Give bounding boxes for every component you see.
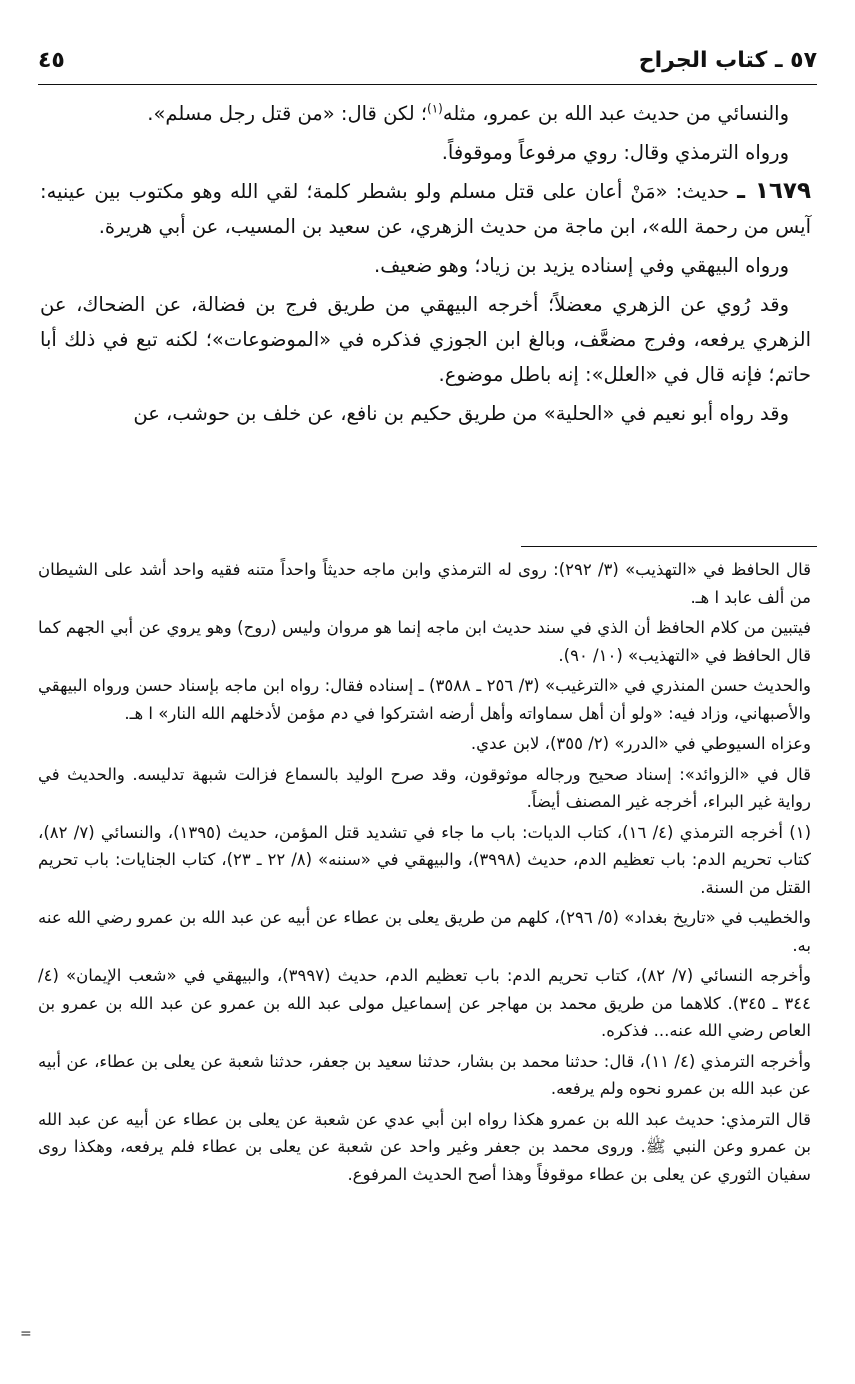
footnote-separator xyxy=(521,546,817,547)
footnote-paragraph: وأخرجه النسائي (٧/ ٨٢)، كتاب تحريم الدم: باب تعظيم الدم، حديث (٣٩٩٧)، والبيهقي في «شعب الإيمان» (٤/ ٣٤٤ ـ ٣٤٥). كلاهما من طريق محمد بن مهاجر عن إسماعيل مولى عبد الله بن عمرو عن عبد الله بن عمرو بن العاص رضي الله عنه... فذكره. xyxy=(38,966,811,1040)
footnote-paragraph: والخطيب في «تاريخ بغداد» (٥/ ٢٩٦)، كلهم من طريق يعلى بن عطاء عن أبيه عن عبد الله بن عمرو رضي الله عنه به. xyxy=(38,908,811,955)
paragraph xyxy=(40,96,811,131)
footnote-reference: (١) xyxy=(427,101,443,116)
footnote-1: (١) أخرجه الترمذي (٤/ ١٦)، كتاب الديات: باب ما جاء في تشديد قتل المؤمن، حديث (١٣٩٥)، والنسائي (٧/ ٨٢)، كتاب تحريم الدم: باب تعظيم الدم، حديث (٣٩٩٨)، والبيهقي في «سننه» (٨/ ٢٢ ـ ٢٣)، كتاب الجنايات: باب تحريم القتل من السنة. xyxy=(38,822,812,897)
footnote-paragraph: وأخرجه الترمذي (٤/ ١١)، قال: حدثنا محمد بن بشار، حدثنا سعيد بن جعفر، حدثنا شعبة عن يعلى بن عطاء، عن أبيه عن عبد الله بن عمرو نحوه ولم يرفعه. xyxy=(38,1051,812,1098)
hadith-number: ١٦٧٩ ـ xyxy=(737,178,811,204)
footnote-paragraph: فيتبين من كلام الحافظ أن الذي في سند حديث ابن ماجه إنما هو مروان وليس (روح) وهو يروي عن أبي الجهم كما قال الحافظ في «التهذيب» (١٠/ ٩٠). xyxy=(38,618,811,665)
footnote-paragraph: والحديث حسن المنذري في «الترغيب» (٣/ ٢٥٦ ـ ٣٥٨٨) ـ إسناده فقال: رواه ابن ماجه بإسناد حسن ورواه البيهقي والأصبهاني، وزاد فيه: «ولو أن أهل سماواته وأهل أرضه اشتركوا في دم مؤمن لأدخلهم الله النار» ا هـ. xyxy=(38,676,811,723)
main-text xyxy=(40,96,811,435)
paragraph: وقد رواه أبو نعيم في «الحلية» من طريق حكيم بن نافع، عن خلف بن حوشب، عن xyxy=(133,402,789,425)
hadith-text: حديث: «مَنْ أعان على قتل مسلم ولو بشطر كلمة؛ لقي الله وهو مكتوب بين عينيه: آيس من رحمة الله»، ابن ماجة من حديث الزهري، عن سعيد بن المسيب، عن أبي هريرة. xyxy=(40,180,811,238)
paragraph-text: والنسائي من حديث عبد الله بن عمرو، مثله xyxy=(442,102,789,125)
chapter-title: ٥٧ ـ كتاب الجراح xyxy=(638,48,817,73)
footnote-paragraph: قال الترمذي: حديث عبد الله بن عمرو هكذا رواه ابن أبي عدي عن شعبة عن يعلى بن عطاء عن أبيه عن عبد الله بن عمرو وعن النبي ﷺ. وروى محمد بن جعفر وغير واحد عن شعبة عن يعلى بن عطاء فلم يرفعه، وهكذا روى سفيان الثوري عن يعلى بن عطاء موقوفاً وهذا أصح الحديث المرفوع. xyxy=(38,1109,811,1184)
footnote-paragraph: قال الحافظ في «التهذيب» (٣/ ٢٩٢): روى له الترمذي وابن ماجه حديثاً واحداً متنه فقيه واحد أشد على الشيطان من ألف عابد ا هـ. xyxy=(38,560,811,607)
footnote-paragraph: وعزاه السيوطي في «الدرر» (٢/ ٣٥٥)، لابن عدي. xyxy=(470,734,811,753)
paragraph: ورواه البيهقي وفي إسناده يزيد بن زياد؛ وهو ضعيف. xyxy=(374,254,789,277)
paragraph-text: ؛ لكن قال: «من قتل رجل مسلم». xyxy=(147,102,428,125)
margin-mark: = xyxy=(20,1326,32,1342)
footnote-paragraph: قال في «الزوائد»: إسناد صحيح ورجاله موثوقون، وقد صرح الوليد بالسماع فزالت شبهة تدليسه. والحديث في رواية غير البراء، أخرجه غير المصنف أيضاً. xyxy=(38,764,811,811)
footnotes xyxy=(38,556,811,1191)
paragraph: وقد رُوي عن الزهري معضلاً؛ أخرجه البيهقي من طريق فرج بن فضالة، عن الضحاك، عن الزهري يرفعه، وفرج مضعَّف، وبالغ ابن الجوزي فذكره في «الموضوعات»؛ لكنه تبع في ذلك أبا حاتم؛ فإنه قال في «العلل»: إنه باطل موضوع. xyxy=(40,293,811,386)
page-number: ٤٥ xyxy=(38,48,65,73)
hadith-entry xyxy=(40,174,811,244)
paragraph: ورواه الترمذي وقال: روي مرفوعاً وموقوفاً. xyxy=(441,141,789,164)
running-header xyxy=(38,44,817,85)
